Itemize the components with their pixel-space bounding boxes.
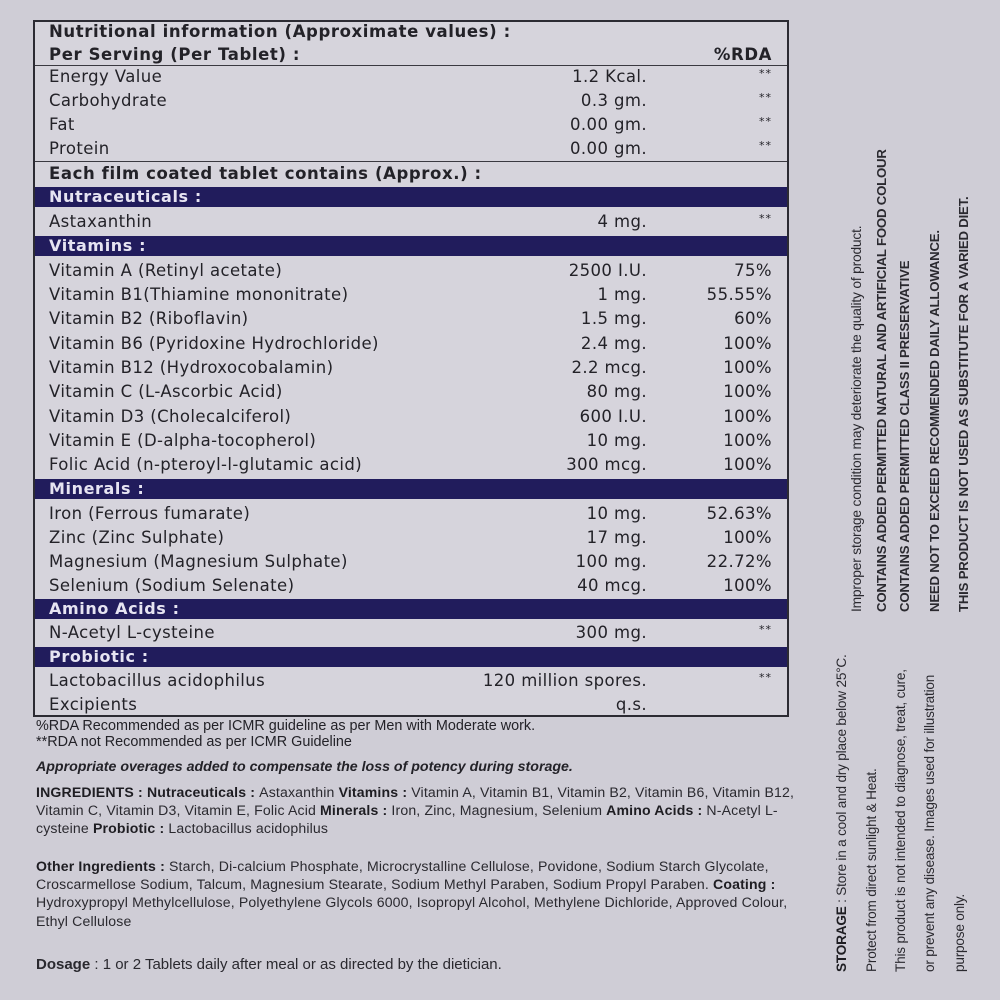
nutrient-rda: ** [759, 212, 772, 225]
serving-label: Per Serving (Per Tablet) : [49, 45, 301, 64]
nutrient-name: Folic Acid (n-pteroyl-l-glutamic acid) [49, 455, 363, 474]
ingredients-paragraph [36, 783, 796, 838]
overages-note: Appropriate overages added to compensate the loss of potency during storage. [36, 759, 573, 775]
nutrient-name: Zinc (Zinc Sulphate) [49, 528, 225, 547]
nutrient-row [35, 405, 787, 429]
ingredients-label: INGREDIENTS [36, 784, 134, 800]
nutrient-name: Vitamin B12 (Hydroxocobalamin) [49, 358, 334, 377]
nutrient-name: Vitamin D3 (Cholecalciferol) [49, 407, 292, 426]
nutrient-name: N-Acetyl L-cysteine [49, 623, 215, 642]
each-tablet-row [35, 162, 787, 186]
nutrition-title: Nutritional information (Approximate values) : [49, 22, 511, 41]
storage-line-1 [834, 654, 849, 972]
nutrient-row [35, 693, 787, 717]
nutrient-row [35, 137, 787, 161]
section-label: Probiotic : [49, 647, 149, 666]
probiotic-text: Lactobacillus acidophilus [168, 820, 329, 837]
disclaimer-line: CONTAINS ADDED PERMITTED CLASS II PRESERVATIVE [897, 260, 912, 612]
nutrient-name: Vitamin B1(Thiamine mononitrate) [49, 285, 349, 304]
dosage-text: 1 or 2 Tablets daily after meal or as directed by the dietician. [102, 956, 502, 973]
nutrient-rda: 60% [734, 309, 772, 328]
vitamins-label: Vitamins [338, 784, 399, 800]
nutrient-amount: 10 mg. [586, 504, 647, 523]
nutrient-name: Energy Value [49, 67, 163, 86]
disclaimer-line: NEED NOT TO EXCEED RECOMMENDED DAILY ALLOWANCE. [927, 230, 942, 612]
nutrient-rda: ** [759, 623, 772, 636]
separator: : [133, 784, 147, 800]
nutrition-title-row [35, 20, 787, 44]
section-band-amino-acids [35, 599, 787, 619]
separator: : [398, 784, 412, 800]
nutrient-name: Vitamin B6 (Pyridoxine Hydrochloride) [49, 334, 379, 353]
storage-line-3: This product is not intended to diagnose, treat, cure, [893, 669, 908, 972]
nutrient-amount: 0.3 gm. [580, 91, 647, 110]
nutrient-rda: 100% [723, 455, 772, 474]
minerals-text: Iron, Zinc, Magnesium, Selenium [391, 802, 603, 819]
nutrient-row [35, 210, 787, 234]
nutrient-row [35, 669, 787, 693]
section-band-vitamins [35, 236, 787, 256]
nutrient-amount: 600 I.U. [579, 407, 647, 426]
storage-line-2: Protect from direct sunlight & Heat. [864, 768, 879, 972]
nutrient-rda: ** [759, 67, 772, 80]
nutrient-amount: 100 mg. [575, 552, 647, 571]
nutrient-name: Selenium (Sodium Selenate) [49, 576, 295, 595]
nutrient-rda: 100% [723, 407, 772, 426]
nutrient-row [35, 307, 787, 331]
separator: : [156, 858, 169, 874]
nutrient-amount: 0.00 gm. [570, 139, 647, 158]
disclaimer-line: Improper storage condition may deteriorate the quality of product. [849, 225, 864, 612]
nutrient-row [35, 502, 787, 526]
nutrient-rda: 75% [734, 261, 772, 280]
storage-label: STORAGE [834, 906, 849, 972]
storage-line-4: or prevent any disease. Images used for illustration [922, 674, 937, 972]
nutrient-row [35, 526, 787, 550]
nutrient-amount: 17 mg. [586, 528, 647, 547]
storage-line-5: purpose only. [952, 893, 967, 972]
nutrient-amount: 40 mcg. [577, 576, 647, 595]
nutrient-amount: 1 mg. [597, 285, 647, 304]
nutrient-row [35, 259, 787, 283]
nutrient-amount: 80 mg. [586, 382, 647, 401]
coating-text: Hydroxypropyl Methylcellulose, Polyethylene Glycols 6000, Isopropyl Alcohol, Methylene Dichloride, Approved Colour, Ethyl Cellulose [36, 894, 788, 929]
nutrient-rda: 100% [723, 358, 772, 377]
amino-acids-label: Amino Acids [606, 802, 694, 819]
nutrient-row [35, 283, 787, 307]
nutrient-row [35, 356, 787, 380]
rda-header: %RDA [713, 45, 772, 64]
nutrient-name: Astaxanthin [49, 212, 153, 231]
probiotic-label: Probiotic [92, 820, 156, 837]
nutrient-amount: 4 mg. [597, 212, 647, 231]
nutrient-amount: q.s. [615, 695, 647, 714]
stars-footnote: **RDA not Recommended as per ICMR Guideline [36, 734, 352, 750]
section-band-probiotic [35, 647, 787, 667]
nutrient-row [35, 429, 787, 453]
nutrient-row [35, 380, 787, 404]
nutrient-name: Iron (Ferrous fumarate) [49, 504, 251, 523]
rda-footnote: %RDA Recommended as per ICMR guideline as per Men with Moderate work. [36, 718, 536, 734]
nutraceuticals-label: Nutraceuticals [146, 784, 247, 800]
nutrient-amount: 2.4 mg. [580, 334, 647, 353]
dosage-line [36, 956, 502, 973]
separator: : [378, 802, 392, 819]
disclaimer-line: THIS PRODUCT IS NOT USED AS SUBSTITUTE FOR A VARIED DIET. [956, 196, 971, 612]
nutrient-name: Protein [49, 139, 110, 158]
nutrition-table [33, 20, 789, 717]
serving-row [35, 43, 787, 67]
nutrient-rda: ** [759, 139, 772, 152]
nutrient-rda: ** [759, 671, 772, 684]
nutrient-rda: 22.72% [706, 552, 772, 571]
nutraceuticals-text: Astaxanthin [259, 784, 335, 800]
nutrient-rda: ** [759, 91, 772, 104]
section-label: Vitamins : [49, 236, 147, 255]
nutrient-rda: 52.63% [706, 504, 772, 523]
section-label: Nutraceuticals : [49, 187, 202, 206]
nutrient-amount: 300 mcg. [566, 455, 647, 474]
separator: : [155, 820, 169, 837]
section-label: Minerals : [49, 479, 145, 498]
coating-label: Coating [713, 876, 767, 893]
nutrient-rda: 100% [723, 334, 772, 353]
nutrient-name: Vitamin A (Retinyl acetate) [49, 261, 283, 280]
nutrient-rda: 100% [723, 576, 772, 595]
nutrient-amount: 1.2 Kcal. [572, 67, 647, 86]
separator: : [693, 802, 707, 819]
dosage-label: Dosage [36, 956, 91, 973]
nutrient-name: Vitamin E (D-alpha-tocopherol) [49, 431, 317, 450]
nutrient-amount: 2500 I.U. [568, 261, 647, 280]
each-tablet-label: Each film coated tablet contains (Approx.) : [49, 164, 482, 183]
separator: : [246, 784, 260, 800]
nutrient-amount: 2.2 mcg. [571, 358, 647, 377]
nutrient-name: Vitamin C (L-Ascorbic Acid) [49, 382, 283, 401]
nutrient-amount: 1.5 mg. [580, 309, 647, 328]
amino-acids-text: N-Acetyl L-cysteine [36, 802, 778, 837]
nutrient-rda: 100% [723, 382, 772, 401]
separator: : [766, 876, 776, 893]
section-band-nutraceuticals [35, 187, 787, 207]
nutrient-rda: ** [759, 115, 772, 128]
nutrient-rda: 55.55% [706, 285, 772, 304]
nutrient-row [35, 550, 787, 574]
nutrient-amount: 10 mg. [586, 431, 647, 450]
nutrient-row [35, 453, 787, 477]
nutrient-name: Magnesium (Magnesium Sulphate) [49, 552, 348, 571]
minerals-label: Minerals [320, 802, 379, 819]
nutrient-name: Fat [49, 115, 75, 134]
nutrient-row [35, 65, 787, 89]
nutrient-amount: 300 mg. [575, 623, 647, 642]
nutrient-row [35, 621, 787, 645]
disclaimer-line: CONTAINS ADDED PERMITTED NATURAL AND ARTIFICIAL FOOD COLOUR [874, 149, 889, 612]
nutrient-row [35, 113, 787, 137]
nutrient-rda: 100% [723, 431, 772, 450]
nutrient-row [35, 574, 787, 598]
nutrient-row [35, 89, 787, 113]
separator: : [90, 956, 103, 973]
section-label: Amino Acids : [49, 599, 180, 618]
nutrient-rda: 100% [723, 528, 772, 547]
vitamins-text: Vitamin A, Vitamin B1, Vitamin B2, Vitamin B6, Vitamin B12, Vitamin C, Vitamin D3, Vitamin E, Folic Acid [36, 784, 795, 819]
section-band-minerals [35, 479, 787, 499]
other-ingredients-text: Starch, Di-calcium Phosphate, Microcrystalline Cellulose, Povidone, Sodium Starch Glycolate, Croscarmellose Sodium, Talcum, Magnesium Stearate, Sodium Methyl Paraben, Sodium Propyl Paraben. [36, 858, 769, 893]
storage-text: Store in a cool and dry place below 25°C. [834, 654, 849, 896]
nutrient-name: Excipients [49, 695, 138, 714]
nutrient-amount: 0.00 gm. [570, 115, 647, 134]
nutrient-name: Lactobacillus acidophilus [49, 671, 266, 690]
nutrient-row [35, 332, 787, 356]
nutrient-name: Carbohydrate [49, 91, 167, 110]
separator: : [834, 895, 849, 907]
nutrient-amount: 120 million spores. [482, 671, 647, 690]
nutrient-name: Vitamin B2 (Riboflavin) [49, 309, 249, 328]
other-ingredients-paragraph [36, 857, 796, 930]
other-ingredients-label: Other Ingredients [36, 858, 157, 874]
